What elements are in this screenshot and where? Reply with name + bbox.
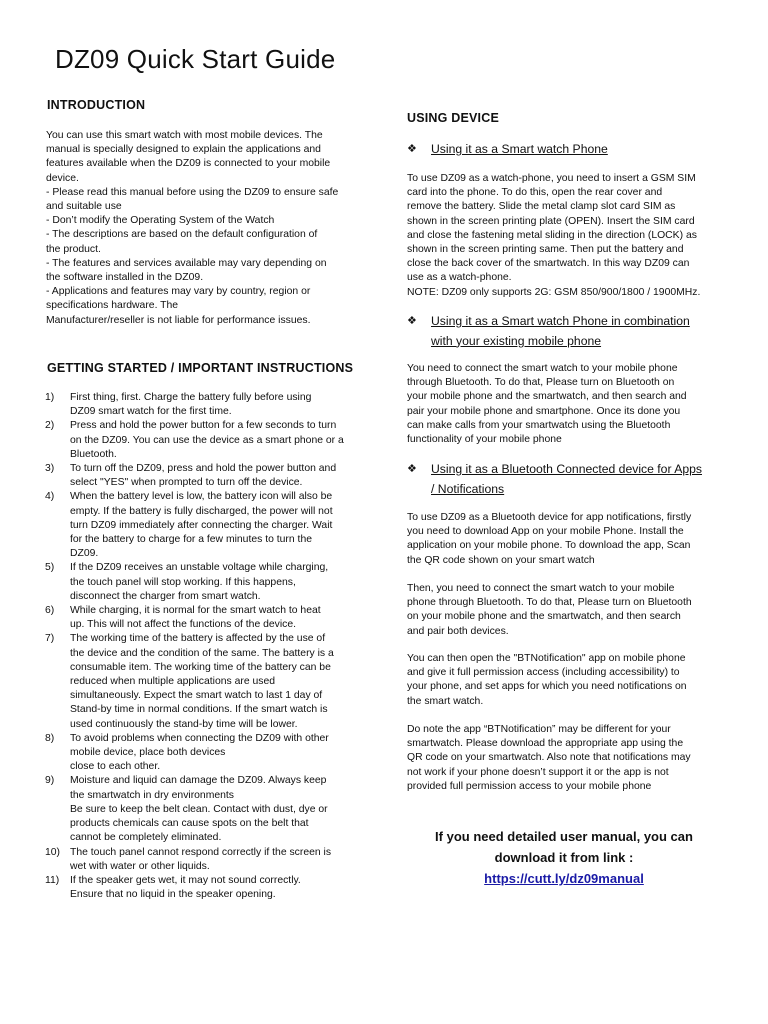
text-line: QR code on your smartwatch. Also note that notifications may bbox=[407, 752, 691, 764]
list-item bbox=[45, 604, 367, 632]
list-item bbox=[45, 490, 367, 561]
item-line: up. This will not affect the functions of the device. bbox=[70, 619, 297, 631]
item-line: Press and hold the power button for a few seconds to turn bbox=[70, 420, 337, 432]
bullet-diamond-icon: ❖ bbox=[407, 315, 417, 327]
item-line: To avoid problems when connecting the DZ09 with other bbox=[70, 732, 329, 744]
subsection-paragraph bbox=[407, 723, 725, 794]
item-line: If the DZ09 receives an unstable voltage while charging, bbox=[70, 562, 329, 574]
intro-line: - Applications and features may vary by country, region or bbox=[46, 286, 311, 298]
item-line: close to each other. bbox=[70, 761, 161, 773]
list-number: 9) bbox=[45, 775, 55, 787]
text-line: application on your mobile phone. To download the app, Scan bbox=[407, 540, 691, 552]
item-line: reduced when multiple applications are used bbox=[70, 676, 276, 688]
item-line: Be sure to keep the belt clean. Contact with dust, dye or bbox=[70, 803, 328, 815]
item-line: Stand-by time in normal conditions. If the smart watch is bbox=[70, 704, 328, 716]
intro-line: the product. bbox=[46, 243, 101, 255]
footer-line: download it from link : bbox=[494, 850, 634, 865]
text-line: not work if your phone doesn’t support it or the app is not bbox=[407, 766, 669, 778]
text-line: card into the phone. To do this, open the rear cover and bbox=[407, 187, 663, 199]
list-number: 8) bbox=[45, 732, 55, 744]
intro-line: specifications hardware. The bbox=[46, 300, 179, 312]
text-line: the QR code shown on your smart watch bbox=[407, 554, 595, 566]
intro-line: - The descriptions are based on the default configuration of bbox=[46, 229, 318, 241]
text-line: shown in the screen printing same. Then put the battery and bbox=[407, 244, 684, 256]
item-line: used continuously the stand-by time will be lower. bbox=[70, 718, 298, 730]
intro-line: manual is specially designed to explain the applications and bbox=[46, 144, 321, 156]
intro-line: - The features and services available may vary depending on bbox=[46, 257, 327, 269]
text-line: You can then open the "BTNotification" app on mobile phone bbox=[407, 653, 686, 664]
text-line: can make calls from your smartwatch using the Bluetooth bbox=[407, 419, 671, 431]
subsection-paragraph bbox=[407, 511, 725, 568]
introduction-heading: INTRODUCTION bbox=[47, 98, 146, 112]
item-line: Ensure that no liquid in the speaker opening. bbox=[70, 889, 276, 901]
subsection-text bbox=[407, 362, 725, 447]
instructions-list bbox=[45, 391, 367, 902]
subsection-combination bbox=[407, 312, 707, 351]
list-number: 4) bbox=[45, 491, 55, 503]
list-number: 2) bbox=[45, 420, 55, 432]
intro-line: You can use this smart watch with most mobile devices. The bbox=[46, 130, 323, 141]
item-line: First thing, first. Charge the battery fully before using bbox=[70, 392, 312, 403]
list-number: 1) bbox=[45, 392, 55, 403]
item-line: turn DZ09 immediately after connecting the charger. Wait bbox=[70, 519, 333, 531]
item-line: empty. If the battery is fully discharged, the power will not bbox=[70, 505, 333, 517]
intro-line: - Don’t modify the Operating System of the Watch bbox=[46, 215, 275, 227]
item-line: for the battery to charge for a few minutes to turn the bbox=[70, 534, 312, 546]
item-line: Bluetooth. bbox=[70, 448, 117, 460]
text-line: remove the battery. Slide the metal clamp slot card SIM as bbox=[407, 201, 676, 213]
text-line: through Bluetooth. To do that, Please turn on Bluetooth on bbox=[407, 377, 675, 389]
text-line: smartwatch. Please download the appropriate app using the bbox=[407, 738, 684, 750]
list-item bbox=[45, 462, 367, 490]
subsection-title: Using it as a Smart watch Phone bbox=[431, 142, 608, 156]
list-item bbox=[45, 391, 367, 419]
list-number: 10) bbox=[45, 846, 61, 858]
item-line: The working time of the battery is affected by the use of bbox=[70, 633, 326, 645]
introduction-text bbox=[46, 129, 376, 328]
text-line: and close the fastening metal sliding in the direction (LOCK) as bbox=[407, 229, 697, 241]
text-line: the smart watch. bbox=[407, 695, 484, 707]
footer-line: If you need detailed user manual, you can bbox=[435, 829, 693, 844]
text-line: pair your mobile phone and smartphone. Once its done you bbox=[407, 405, 681, 417]
item-line: wet with water or other liquids. bbox=[70, 860, 210, 872]
text-line: you need to download App on your mobile Phone. Install the bbox=[407, 526, 684, 538]
text-line: functionality of your mobile phone bbox=[407, 434, 562, 446]
subsection-title: Using it as a Smart watch Phone in combination with your existing mobile phone bbox=[431, 314, 690, 348]
item-line: While charging, it is normal for the smart watch to heat bbox=[70, 605, 321, 617]
list-item bbox=[45, 419, 367, 462]
intro-line: - Please read this manual before using the DZ09 to ensure safe bbox=[46, 186, 339, 198]
list-item bbox=[45, 874, 367, 902]
list-number: 6) bbox=[45, 605, 55, 617]
list-item bbox=[45, 632, 367, 731]
text-line: your mobile phone and the smartwatch, and then search and bbox=[407, 391, 687, 403]
item-line: The touch panel cannot respond correctly if the screen is bbox=[70, 846, 332, 858]
subsection-paragraph bbox=[407, 582, 725, 639]
item-line: on the DZ09. You can use the device as a smart phone or a bbox=[70, 434, 344, 446]
intro-line: and suitable use bbox=[46, 201, 122, 213]
text-line: To use DZ09 as a Bluetooth device for app notifications, firstly bbox=[407, 512, 692, 523]
text-line: To use DZ09 as a watch-phone, you need to insert a GSM SIM bbox=[407, 173, 696, 184]
page-title: DZ09 Quick Start Guide bbox=[55, 44, 336, 74]
text-line: Then, you need to connect the smart watch to your mobile bbox=[407, 583, 675, 594]
item-line: To turn off the DZ09, press and hold the power button and bbox=[70, 463, 337, 475]
subsection-paragraph bbox=[407, 652, 725, 709]
item-line: DZ09 smart watch for the first time. bbox=[70, 406, 232, 418]
bullet-diamond-icon: ❖ bbox=[407, 143, 417, 155]
text-line: close the back cover of the smartwatch. In this way DZ09 can bbox=[407, 258, 690, 270]
getting-started-heading: GETTING STARTED / IMPORTANT INSTRUCTIONS bbox=[47, 361, 354, 375]
subsection-bluetooth-notifications bbox=[407, 460, 707, 499]
item-line: cannot be completely eliminated. bbox=[70, 832, 222, 844]
item-line: the touch panel will stop working. If this happens, bbox=[70, 576, 296, 588]
item-line: DZ09. bbox=[70, 548, 99, 560]
item-line: When the battery level is low, the battery icon will also be bbox=[70, 491, 333, 503]
list-number: 11) bbox=[45, 874, 60, 886]
list-item bbox=[45, 846, 367, 874]
subsection-smart-watch-phone bbox=[407, 140, 717, 160]
text-line: You need to connect the smart watch to your mobile phone bbox=[407, 363, 678, 374]
text-line: and give it full permission access (including accessibility) to bbox=[407, 667, 680, 679]
subsection-title: Using it as a Bluetooth Connected device for Apps / Notifications bbox=[431, 462, 702, 496]
item-line: disconnect the charger from smart watch. bbox=[70, 590, 261, 602]
subsection-text bbox=[407, 172, 725, 300]
text-line: use as a watch-phone. bbox=[407, 272, 512, 284]
manual-download-link[interactable]: https://cutt.ly/dz09manual bbox=[484, 871, 644, 886]
using-device-heading: USING DEVICE bbox=[407, 111, 499, 125]
list-number: 5) bbox=[45, 562, 55, 574]
item-line: mobile device, place both devices bbox=[70, 747, 226, 759]
text-line: your phone, and set apps for which you need notifications on bbox=[407, 681, 687, 693]
list-item bbox=[45, 561, 367, 604]
item-line: products chemicals can cause spots on the belt that bbox=[70, 818, 309, 830]
intro-line: Manufacturer/reseller is not liable for performance issues. bbox=[46, 314, 311, 326]
text-line: shown in the screen printing plate (OPEN). Insert the SIM card bbox=[407, 215, 695, 227]
item-line: Moisture and liquid can damage the DZ09. Always keep bbox=[70, 775, 327, 787]
manual-download-note bbox=[407, 826, 721, 889]
list-item bbox=[45, 774, 367, 845]
text-line: and pair both devices. bbox=[407, 625, 509, 637]
list-number: 3) bbox=[45, 463, 55, 475]
item-line: the smartwatch in dry environments bbox=[70, 789, 235, 801]
text-line: Do note the app “BTNotification” may be different for your bbox=[407, 724, 671, 735]
list-item bbox=[45, 732, 367, 775]
text-line: phone through Bluetooth. To do that, Please turn on Bluetooth bbox=[407, 597, 692, 609]
text-line: NOTE: DZ09 only supports 2G: GSM 850/900/1800 / 1900MHz. bbox=[407, 286, 701, 298]
intro-line: features available when the DZ09 is connected to your mobile bbox=[46, 158, 331, 170]
item-line: the device and the condition of the same. The battery is a bbox=[70, 647, 334, 659]
text-line: on your mobile phone and the smartwatch, and then search bbox=[407, 611, 681, 623]
bullet-diamond-icon: ❖ bbox=[407, 463, 417, 475]
item-line: consumable item. The working time of the battery can be bbox=[70, 661, 331, 673]
intro-line: device. bbox=[46, 172, 79, 184]
list-number: 7) bbox=[45, 633, 55, 645]
item-line: simultaneously. Expect the smart watch to last 1 day of bbox=[70, 690, 323, 702]
item-line: If the speaker gets wet, it may not sound correctly. bbox=[70, 874, 301, 886]
item-line: select "YES" when prompted to turn off the device. bbox=[70, 477, 303, 489]
text-line: provided full permission access to your mobile phone bbox=[407, 780, 652, 792]
intro-line: the software installed in the DZ09. bbox=[46, 272, 204, 284]
